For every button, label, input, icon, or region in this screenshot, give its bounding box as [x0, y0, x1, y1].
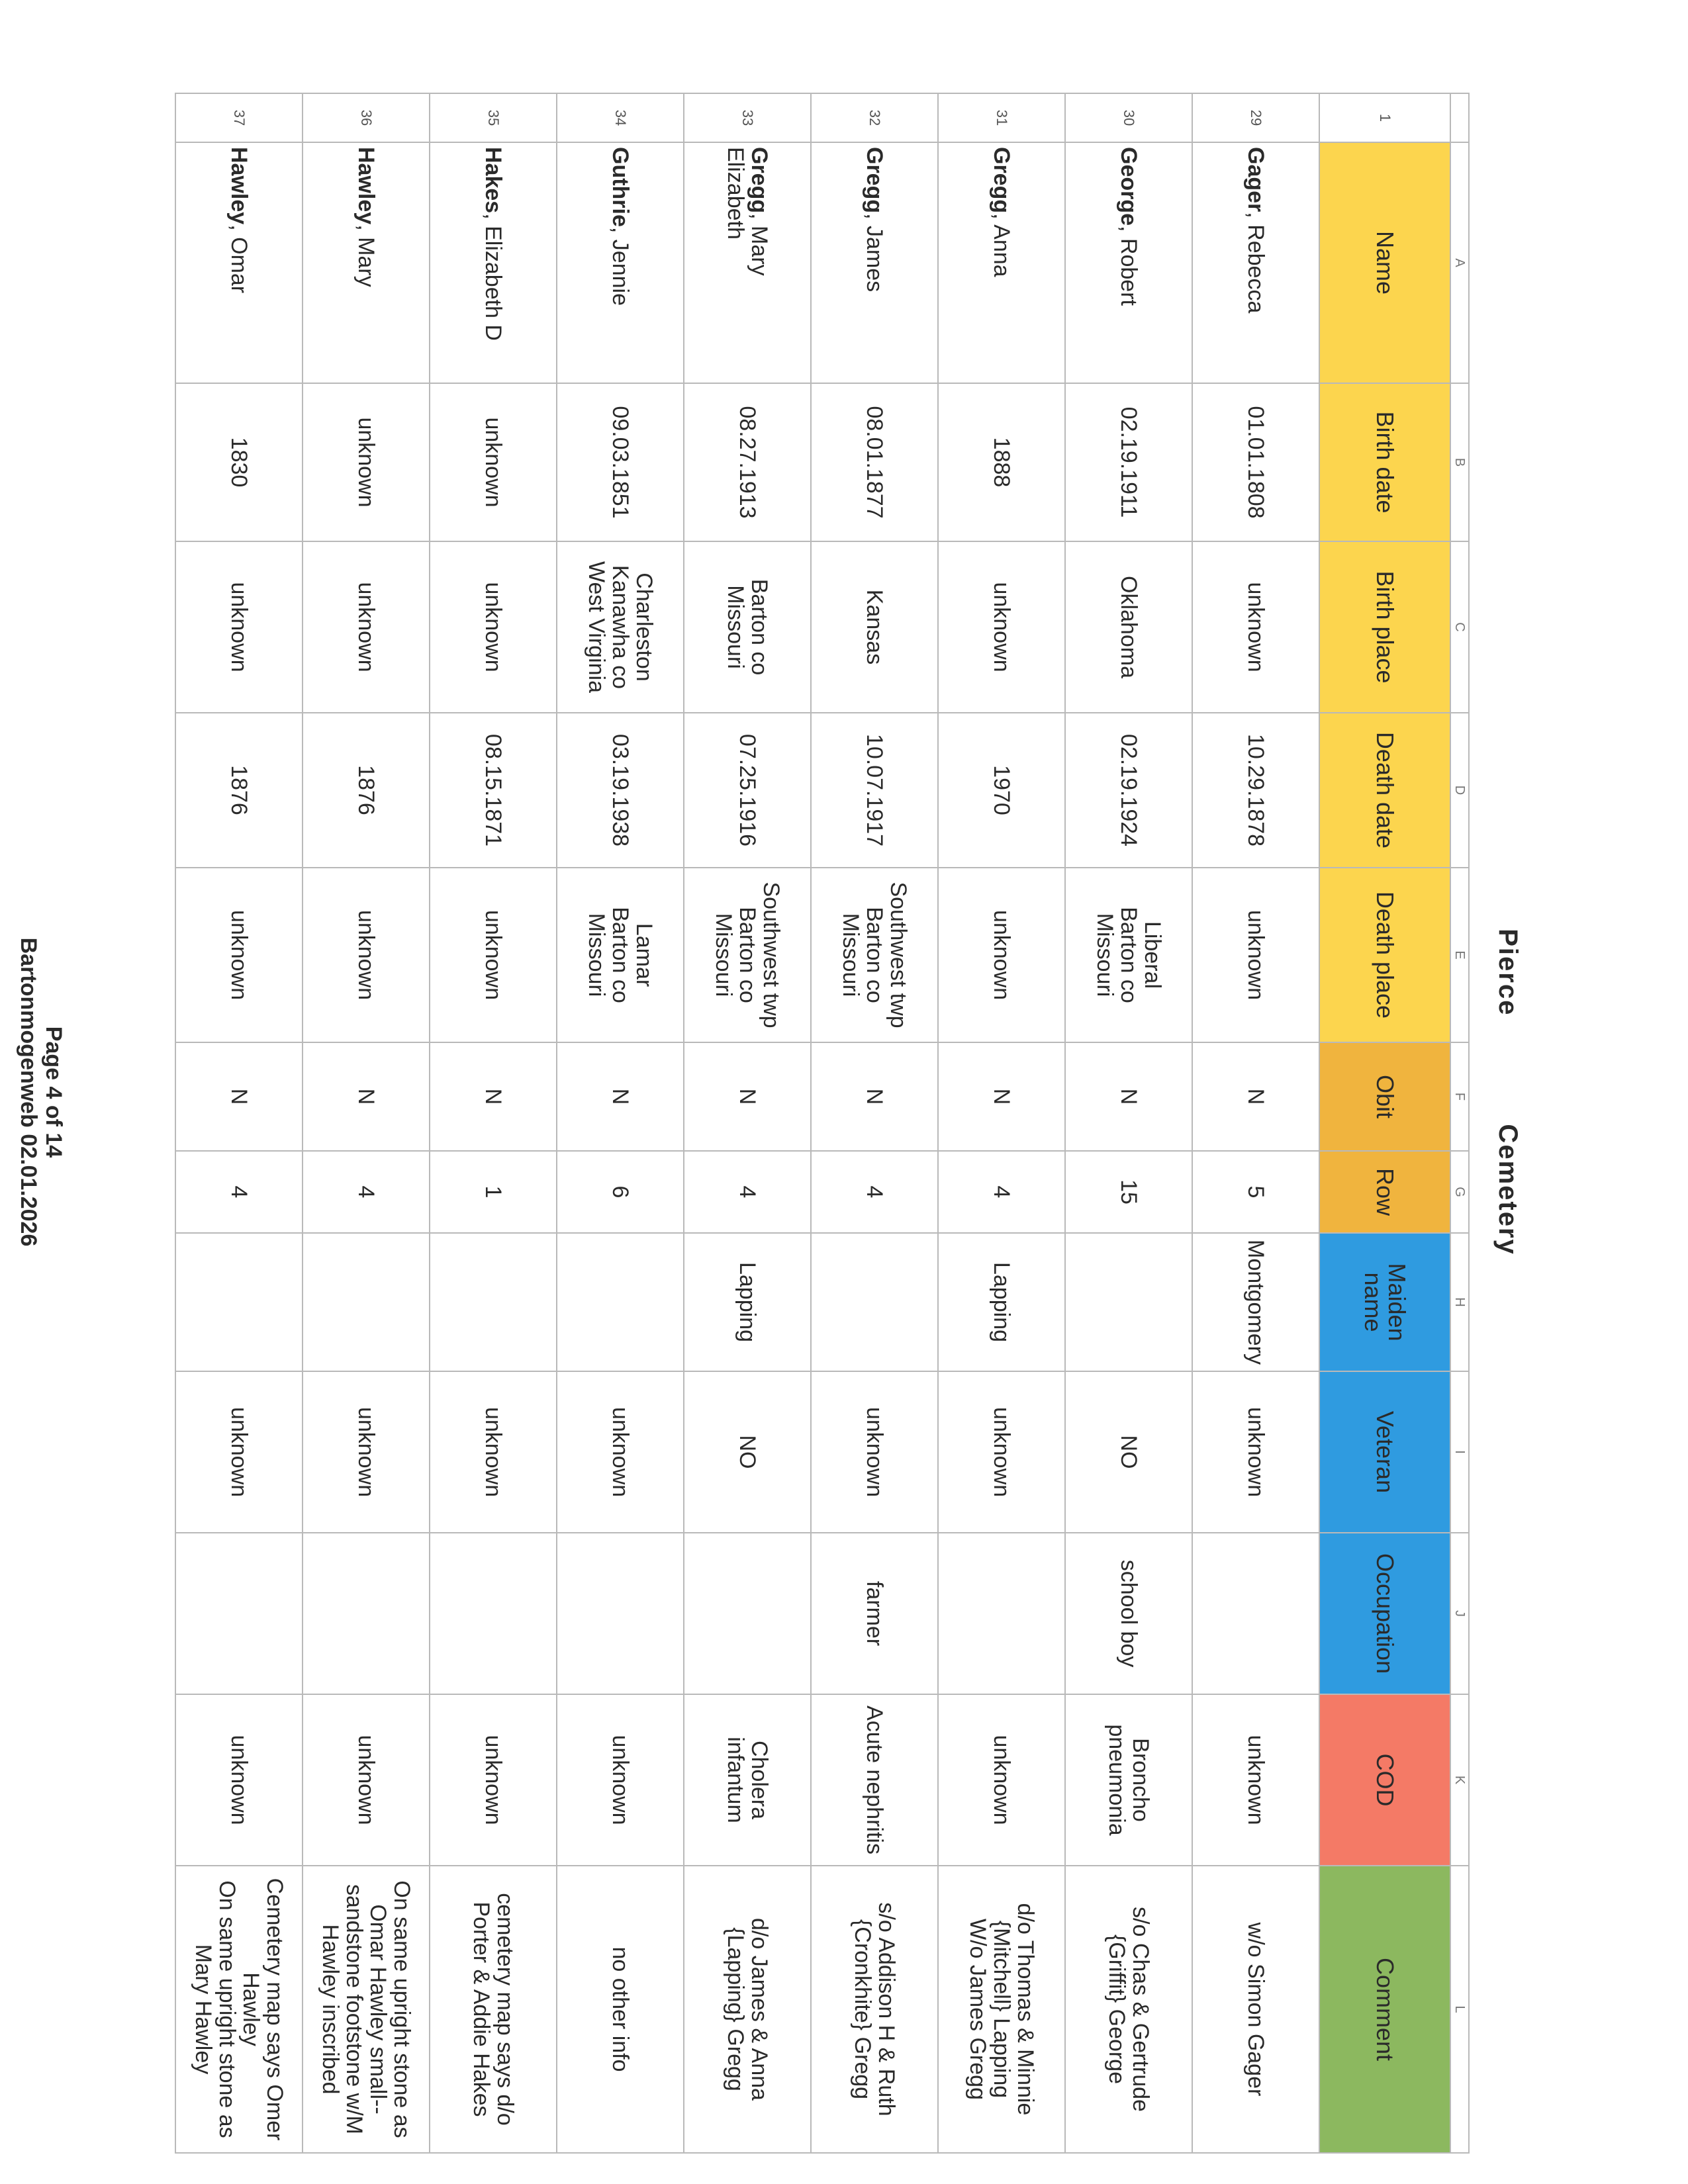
birth-date-cell — [811, 383, 938, 541]
cod-cell — [1192, 1694, 1319, 1866]
veteran-cell-text: unknown — [353, 1406, 379, 1498]
row-cell — [938, 1151, 1065, 1233]
comment-cell — [938, 1866, 1065, 2153]
occupation-cell — [1065, 1533, 1192, 1694]
surname: Guthrie — [608, 147, 633, 227]
cod-cell — [175, 1694, 303, 1866]
occupation-cell — [303, 1533, 430, 1694]
birth-place-cell-text: Charleston Kanawha co West Virginia — [584, 561, 657, 694]
header-maiden-name: Maiden name — [1319, 1233, 1450, 1371]
birth-date-cell — [303, 383, 430, 541]
row-cell — [430, 1151, 557, 1233]
obit-cell — [1192, 1042, 1319, 1151]
death-place-cell-text: unknown — [353, 909, 379, 1001]
name-text — [227, 147, 251, 379]
death-place-cell — [1065, 868, 1192, 1042]
header-occupation: Occupation — [1319, 1533, 1450, 1694]
table-row — [430, 93, 557, 2153]
row-number: 34 — [557, 93, 684, 142]
table-row — [938, 93, 1065, 2153]
comment-cell — [684, 1866, 811, 2153]
given-name: , Robert — [1116, 226, 1141, 306]
birth-place-cell — [557, 541, 684, 713]
name-text — [608, 147, 632, 379]
maiden-name-cell — [938, 1233, 1065, 1371]
cod-cell-text: unknown — [481, 1735, 506, 1825]
row-cell-text: 15 — [1116, 1179, 1141, 1205]
occupation-cell-text: farmer — [862, 1580, 887, 1647]
row-number: 29 — [1192, 93, 1319, 142]
name-text — [1117, 147, 1141, 379]
row-cell-text: 6 — [608, 1185, 633, 1199]
table-row — [175, 93, 303, 2153]
surname: Gregg — [747, 147, 772, 214]
death-date-cell — [938, 713, 1065, 868]
comment-cell-text: d/o James & Anna {Lapping} Gregg — [723, 1918, 772, 2101]
birth-place-cell-text: unknown — [353, 582, 379, 672]
name-cell — [303, 142, 430, 383]
row-cell-text: 4 — [989, 1185, 1014, 1199]
row-cell — [557, 1151, 684, 1233]
death-date-cell — [557, 713, 684, 868]
obit-cell-text: N — [481, 1088, 506, 1105]
row-number: 31 — [938, 93, 1065, 142]
maiden-name-cell — [684, 1233, 811, 1371]
birth-date-cell-text: 02.19.1911 — [1116, 406, 1141, 518]
death-date-cell-text: 1876 — [353, 765, 379, 815]
obit-cell — [430, 1042, 557, 1151]
death-place-cell — [1192, 868, 1319, 1042]
cod-cell — [684, 1694, 811, 1866]
cod-cell — [557, 1694, 684, 1866]
obit-cell-text: N — [1243, 1088, 1268, 1105]
birth-date-cell — [938, 383, 1065, 541]
name-cell — [1065, 142, 1192, 383]
header-death-place: Death place — [1319, 868, 1450, 1042]
row-cell — [684, 1151, 811, 1233]
occupation-cell — [175, 1533, 303, 1694]
row-cell-text: 4 — [735, 1185, 760, 1199]
maiden-name-cell — [1065, 1233, 1192, 1371]
death-date-cell-text: 10.29.1878 — [1243, 733, 1268, 847]
obit-cell-text: N — [608, 1088, 633, 1105]
surname: George — [1116, 147, 1141, 226]
veteran-cell-text: unknown — [481, 1406, 506, 1498]
header-name: Name — [1319, 142, 1450, 383]
birth-place-cell — [175, 541, 303, 713]
veteran-cell-text: NO — [735, 1435, 760, 1469]
veteran-cell — [811, 1371, 938, 1533]
surname: Hawley — [353, 147, 379, 225]
page-number: Page 4 of 14 — [41, 1026, 66, 1158]
header-comment: Comment — [1319, 1866, 1450, 2153]
row-cell-text: 4 — [862, 1185, 887, 1199]
comment-cell — [430, 1866, 557, 2153]
name-cell — [938, 142, 1065, 383]
death-date-cell-text: 10.07.1917 — [862, 733, 887, 847]
header-birth-place: Birth place — [1319, 541, 1450, 713]
header-cod: COD — [1319, 1694, 1450, 1866]
birth-place-cell-text: Oklahoma — [1116, 576, 1141, 678]
birth-place-cell-text: Kansas — [862, 589, 887, 665]
occupation-cell — [811, 1533, 938, 1694]
birth-date-cell — [684, 383, 811, 541]
death-date-cell — [1065, 713, 1192, 868]
birth-date-cell-text: 01.01.1808 — [1243, 406, 1268, 519]
comment-cell-text: On same upright stone as Omar Hawley small-- sandstone footstone w/M Hawley inscribed — [318, 1880, 414, 2138]
given-name: , Elizabeth D — [481, 213, 506, 341]
column-letter: F — [1450, 1042, 1469, 1151]
name-cell — [430, 142, 557, 383]
column-letter: H — [1450, 1233, 1469, 1371]
death-place-cell — [303, 868, 430, 1042]
death-place-cell — [175, 868, 303, 1042]
obit-cell — [938, 1042, 1065, 1151]
veteran-cell — [938, 1371, 1065, 1533]
veteran-cell-text: unknown — [608, 1406, 633, 1498]
cod-cell — [303, 1694, 430, 1866]
name-text — [354, 147, 378, 379]
obit-cell-text: N — [353, 1088, 379, 1105]
veteran-cell — [1065, 1371, 1192, 1533]
birth-place-cell — [938, 541, 1065, 713]
comment-cell-text: s/o Chas & Gertrude {Griffit} George — [1104, 1907, 1153, 2112]
column-letter: G — [1450, 1151, 1469, 1233]
occupation-cell — [430, 1533, 557, 1694]
column-letter: C — [1450, 541, 1469, 713]
occupation-cell — [938, 1533, 1065, 1694]
column-letter: L — [1450, 1866, 1469, 2153]
comment-cell-text: no other info — [608, 1946, 633, 2072]
table-row — [557, 93, 684, 2153]
death-place-cell — [811, 868, 938, 1042]
name-cell — [175, 142, 303, 383]
death-date-cell — [811, 713, 938, 868]
row-cell — [175, 1151, 303, 1233]
veteran-cell-text: unknown — [226, 1406, 252, 1498]
death-place-cell-text: unknown — [989, 909, 1014, 1001]
column-letter: A — [1450, 142, 1469, 383]
row-number: 37 — [175, 93, 303, 142]
death-date-cell-text: 03.19.1938 — [608, 733, 633, 847]
name-text — [1244, 147, 1268, 379]
name-text — [990, 147, 1013, 379]
death-place-cell-text: unknown — [1243, 909, 1268, 1001]
column-letters-row — [1450, 93, 1469, 2153]
cod-cell — [938, 1694, 1065, 1866]
obit-cell — [684, 1042, 811, 1151]
row-cell-text: 4 — [226, 1185, 252, 1199]
surname: Gager — [1243, 147, 1268, 212]
birth-place-cell-text: unknown — [1243, 582, 1268, 672]
birth-date-cell-text: 08.27.1913 — [735, 406, 760, 519]
header-row — [1319, 93, 1450, 2153]
birth-date-cell-text: 08.01.1877 — [862, 406, 887, 519]
death-date-cell — [684, 713, 811, 868]
veteran-cell-text: unknown — [1243, 1406, 1268, 1498]
birth-date-cell-text: unknown — [353, 417, 379, 508]
page-title: Pierce Cemetery — [1493, 929, 1523, 1255]
name-text — [724, 147, 771, 379]
given-name: , Anna — [989, 213, 1014, 277]
death-date-cell-text: 02.19.1924 — [1116, 733, 1141, 847]
row-number: 33 — [684, 93, 811, 142]
death-date-cell — [1192, 713, 1319, 868]
obit-cell-text: N — [989, 1088, 1014, 1105]
birth-date-cell-text: unknown — [481, 417, 506, 508]
birth-place-cell — [430, 541, 557, 713]
obit-cell — [557, 1042, 684, 1151]
page-footer — [16, 0, 66, 2184]
table-row — [1192, 93, 1319, 2153]
header-row: Row — [1319, 1151, 1450, 1233]
header-birth-date: Birth date — [1319, 383, 1450, 541]
maiden-name-cell — [175, 1233, 303, 1371]
birth-date-cell — [1192, 383, 1319, 541]
maiden-name-cell — [557, 1233, 684, 1371]
row-cell-text: 1 — [481, 1185, 506, 1199]
maiden-name-cell — [811, 1233, 938, 1371]
cod-cell — [811, 1694, 938, 1866]
cod-cell-text: unknown — [226, 1735, 252, 1825]
cemetery-table — [175, 93, 1470, 2154]
given-name: , Rebecca — [1243, 212, 1268, 314]
name-cell — [557, 142, 684, 383]
given-name: , Omar — [226, 224, 252, 294]
header-death-date: Death date — [1319, 713, 1450, 868]
column-letter: K — [1450, 1694, 1469, 1866]
obit-cell-text: N — [1116, 1088, 1141, 1105]
veteran-cell-text: NO — [1116, 1435, 1141, 1469]
death-date-cell-text: 08.15.1871 — [481, 733, 506, 847]
cod-cell-text: unknown — [1243, 1735, 1268, 1825]
row-number: 30 — [1065, 93, 1192, 142]
comment-cell-text: cemetery map says d/o Porter & Addie Hakes — [469, 1893, 518, 2126]
header-veteran: Veteran — [1319, 1371, 1450, 1533]
row-cell — [1192, 1151, 1319, 1233]
occupation-cell — [684, 1533, 811, 1694]
comment-cell-text: d/o Thomas & Minnie {Mitchell} Lapping W/o James Gregg — [965, 1903, 1038, 2116]
column-letter: J — [1450, 1533, 1469, 1694]
veteran-cell — [303, 1371, 430, 1533]
cod-cell — [430, 1694, 557, 1866]
veteran-cell — [684, 1371, 811, 1533]
obit-cell-text: N — [735, 1088, 760, 1105]
cod-cell-text: unknown — [608, 1735, 633, 1825]
death-date-cell — [175, 713, 303, 868]
death-date-cell — [303, 713, 430, 868]
birth-place-cell — [1192, 541, 1319, 713]
death-date-cell-text: 1970 — [989, 765, 1014, 815]
comment-cell — [1065, 1866, 1192, 2153]
maiden-name-cell — [430, 1233, 557, 1371]
name-cell — [811, 142, 938, 383]
comment-cell — [811, 1866, 938, 2153]
birth-place-cell-text: unknown — [989, 582, 1014, 672]
birth-date-cell-text: 1830 — [226, 437, 252, 488]
obit-cell — [811, 1042, 938, 1151]
row-number: 1 — [1319, 93, 1450, 142]
birth-place-cell-text: unknown — [481, 582, 506, 672]
surname: Hakes — [481, 147, 506, 214]
veteran-cell-text: unknown — [989, 1406, 1014, 1498]
obit-cell-text: N — [226, 1088, 252, 1105]
maiden-name-cell — [303, 1233, 430, 1371]
row-number: 32 — [811, 93, 938, 142]
given-name: , Mary Elizabeth — [723, 147, 772, 276]
death-date-cell-text: 1876 — [226, 765, 252, 815]
column-letter: I — [1450, 1371, 1469, 1533]
row-cell — [811, 1151, 938, 1233]
comment-cell — [1192, 1866, 1319, 2153]
column-letter: D — [1450, 713, 1469, 868]
veteran-cell — [175, 1371, 303, 1533]
birth-date-cell — [175, 383, 303, 541]
given-name: , Mary — [353, 224, 379, 287]
table-row — [1065, 93, 1192, 2153]
row-cell-text: 5 — [1243, 1185, 1268, 1199]
comment-cell — [175, 1866, 303, 2153]
row-cell — [303, 1151, 430, 1233]
birth-place-cell-text: Barton co Missouri — [723, 578, 772, 676]
cod-cell-text: Acute nephritis — [862, 1706, 887, 1854]
birth-date-cell-text: 09.03.1851 — [608, 406, 633, 519]
row-number: 36 — [303, 93, 430, 142]
source-stamp: Bartonmogenweb 02.01.2026 — [16, 937, 41, 1247]
birth-place-cell — [1065, 541, 1192, 713]
maiden-name-cell — [1192, 1233, 1319, 1371]
corner-cell — [1450, 93, 1469, 142]
death-place-cell — [684, 868, 811, 1042]
birth-place-cell — [811, 541, 938, 713]
birth-place-cell — [303, 541, 430, 713]
birth-date-cell-text: 1888 — [989, 437, 1014, 488]
row-number: 35 — [430, 93, 557, 142]
table-row — [303, 93, 430, 2153]
death-place-cell-text: unknown — [226, 909, 252, 1001]
cod-cell-text: Cholera infantum — [723, 1737, 772, 1823]
death-place-cell — [430, 868, 557, 1042]
header-obit: Obit — [1319, 1042, 1450, 1151]
cod-cell — [1065, 1694, 1192, 1866]
death-place-cell-text: Lamar Barton co Missouri — [584, 907, 657, 1003]
name-cell — [1192, 142, 1319, 383]
obit-cell — [1065, 1042, 1192, 1151]
table-row — [811, 93, 938, 2153]
given-name: , James — [862, 213, 887, 293]
maiden-name-cell-text: Lapping — [735, 1261, 760, 1342]
obit-cell — [175, 1042, 303, 1151]
comment-cell-text: s/o Addison H & Ruth {Cronkhite} Gregg — [850, 1902, 899, 2116]
column-letter: B — [1450, 383, 1469, 541]
death-place-cell-text: Southwest twp Barton co Missouri — [711, 882, 784, 1028]
death-date-cell — [430, 713, 557, 868]
maiden-name-cell-text: Montgomery — [1243, 1240, 1268, 1365]
comment-cell — [557, 1866, 684, 2153]
cod-cell-text: unknown — [989, 1735, 1014, 1825]
column-letter: E — [1450, 868, 1469, 1042]
death-place-cell — [938, 868, 1065, 1042]
birth-place-cell-text: unknown — [226, 582, 252, 672]
surname: Gregg — [989, 147, 1014, 214]
table-row — [684, 93, 811, 2153]
death-date-cell-text: 07.25.1916 — [735, 733, 760, 847]
row-cell — [1065, 1151, 1192, 1233]
birth-date-cell — [1065, 383, 1192, 541]
death-place-cell — [557, 868, 684, 1042]
comment-cell — [303, 1866, 430, 2153]
comment-cell-text: w/o Simon Gager — [1243, 1922, 1268, 2097]
name-text — [863, 147, 886, 379]
cod-cell-text: Broncho pneumonia — [1104, 1724, 1153, 1836]
name-cell — [684, 142, 811, 383]
birth-date-cell — [430, 383, 557, 541]
veteran-cell — [557, 1371, 684, 1533]
row-cell-text: 4 — [353, 1185, 379, 1199]
surname: Gregg — [862, 147, 887, 214]
veteran-cell — [430, 1371, 557, 1533]
veteran-cell — [1192, 1371, 1319, 1533]
given-name: , Jennie — [608, 226, 633, 306]
birth-place-cell — [684, 541, 811, 713]
death-place-cell-text: Liberal Barton co Missouri — [1092, 907, 1165, 1003]
occupation-cell-text: school boy — [1116, 1559, 1141, 1668]
death-place-cell-text: Southwest twp Barton co Missouri — [838, 882, 911, 1028]
obit-cell — [303, 1042, 430, 1151]
death-place-cell-text: unknown — [481, 909, 506, 1001]
veteran-cell-text: unknown — [862, 1406, 887, 1498]
surname: Hawley — [226, 147, 252, 225]
name-text — [481, 147, 505, 379]
occupation-cell — [557, 1533, 684, 1694]
occupation-cell — [1192, 1533, 1319, 1694]
cod-cell-text: unknown — [353, 1735, 379, 1825]
maiden-name-cell-text: Lapping — [989, 1261, 1014, 1342]
comment-cell-text: Cemetery map says Omer Hawley On same upright stone as Mary Hawley — [191, 1878, 287, 2141]
birth-date-cell — [557, 383, 684, 541]
obit-cell-text: N — [862, 1088, 887, 1105]
